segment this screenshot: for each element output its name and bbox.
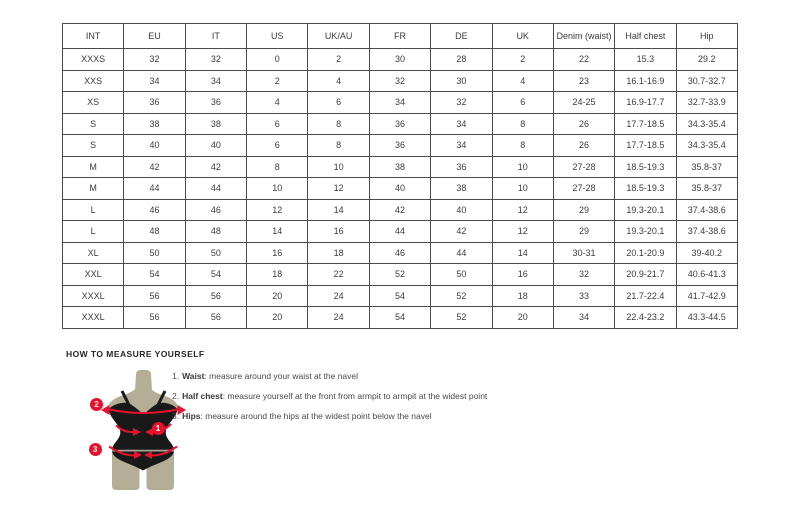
size-cell: 34 <box>369 92 430 114</box>
size-row <box>63 307 738 329</box>
size-cell: 16 <box>308 221 369 243</box>
size-cell: 20 <box>247 285 308 307</box>
size-cell: 14 <box>492 242 553 264</box>
size-cell: 18 <box>492 285 553 307</box>
size-cell: 22 <box>553 49 614 71</box>
size-cell: 50 <box>124 242 185 264</box>
size-cell: 19.3-20.1 <box>615 221 676 243</box>
size-cell: 37.4-38.6 <box>676 221 737 243</box>
size-cell: 0 <box>247 49 308 71</box>
size-cell: XXXL <box>63 285 124 307</box>
size-cell: 26 <box>553 135 614 157</box>
size-cell: 27-28 <box>553 178 614 200</box>
size-cell: 52 <box>431 285 492 307</box>
size-chart-body <box>63 49 738 329</box>
size-cell: XXXL <box>63 307 124 329</box>
size-cell: 24 <box>308 285 369 307</box>
size-cell: 44 <box>431 242 492 264</box>
size-cell: 12 <box>247 199 308 221</box>
size-cell: 35.8-37 <box>676 156 737 178</box>
size-cell: 10 <box>247 178 308 200</box>
size-cell: 17.7-18.5 <box>615 113 676 135</box>
column-header: Hip <box>676 24 737 49</box>
size-cell: 43.3-44.5 <box>676 307 737 329</box>
size-cell: 32 <box>431 92 492 114</box>
size-cell: 39-40.2 <box>676 242 737 264</box>
step-number: 2. <box>172 391 180 401</box>
size-cell: 6 <box>492 92 553 114</box>
size-cell: 29 <box>553 221 614 243</box>
size-cell: XXS <box>63 70 124 92</box>
size-cell: 40 <box>185 135 246 157</box>
step-term: Hips <box>182 411 201 421</box>
measure-step-half-chest <box>172 386 487 406</box>
size-cell: 46 <box>124 199 185 221</box>
size-cell: 36 <box>369 113 430 135</box>
size-cell: 32 <box>369 70 430 92</box>
size-cell: 36 <box>185 92 246 114</box>
size-cell: 8 <box>308 135 369 157</box>
size-cell: 4 <box>308 70 369 92</box>
size-cell: L <box>63 199 124 221</box>
size-cell: 56 <box>185 307 246 329</box>
size-cell: 30 <box>431 70 492 92</box>
size-cell: 2 <box>308 49 369 71</box>
size-cell: 40 <box>124 135 185 157</box>
size-cell: 6 <box>308 92 369 114</box>
size-cell: M <box>63 156 124 178</box>
size-cell: 4 <box>492 70 553 92</box>
size-cell: M <box>63 178 124 200</box>
size-cell: 34 <box>124 70 185 92</box>
header-row <box>63 24 738 49</box>
size-cell: 46 <box>369 242 430 264</box>
size-cell: 40 <box>369 178 430 200</box>
size-cell: 30.7-32.7 <box>676 70 737 92</box>
column-header: FR <box>369 24 430 49</box>
size-cell: 18 <box>247 264 308 286</box>
size-cell: 34 <box>185 70 246 92</box>
size-cell: 54 <box>124 264 185 286</box>
size-row <box>63 135 738 157</box>
size-cell: 22.4-23.2 <box>615 307 676 329</box>
size-cell: 14 <box>308 199 369 221</box>
step-text: : measure around your waist at the navel <box>204 371 359 381</box>
size-cell: 48 <box>124 221 185 243</box>
column-header: DE <box>431 24 492 49</box>
size-cell: 8 <box>247 156 308 178</box>
size-chart-section <box>62 23 738 329</box>
size-row <box>63 92 738 114</box>
size-cell: 34.3-35.4 <box>676 135 737 157</box>
size-row <box>63 242 738 264</box>
column-header: US <box>247 24 308 49</box>
size-cell: 8 <box>492 113 553 135</box>
size-cell: 16 <box>492 264 553 286</box>
size-cell: L <box>63 221 124 243</box>
size-cell: 20 <box>492 307 553 329</box>
measure-section-title: HOW TO MEASURE YOURSELF <box>66 349 205 359</box>
column-header: UK <box>492 24 553 49</box>
size-cell: 10 <box>492 156 553 178</box>
size-cell: 42 <box>185 156 246 178</box>
figure-badge-chest: 2 <box>90 398 103 411</box>
size-cell: 16.9-17.7 <box>615 92 676 114</box>
size-cell: 8 <box>492 135 553 157</box>
size-cell: 35.8-37 <box>676 178 737 200</box>
size-cell: 2 <box>492 49 553 71</box>
size-cell: 34 <box>553 307 614 329</box>
measure-step-hips <box>172 406 487 426</box>
size-cell: 32 <box>124 49 185 71</box>
size-cell: 20.9-21.7 <box>615 264 676 286</box>
size-cell: 22 <box>308 264 369 286</box>
size-cell: 6 <box>247 135 308 157</box>
size-cell: 50 <box>431 264 492 286</box>
step-term: Half chest <box>182 391 223 401</box>
size-cell: 29 <box>553 199 614 221</box>
column-header: Denim (waist) <box>553 24 614 49</box>
size-cell: 54 <box>369 285 430 307</box>
size-cell: 18.5-19.3 <box>615 156 676 178</box>
size-cell: 32 <box>185 49 246 71</box>
size-cell: 50 <box>185 242 246 264</box>
size-cell: 10 <box>308 156 369 178</box>
size-cell: 38 <box>369 156 430 178</box>
size-cell: 24 <box>308 307 369 329</box>
size-row <box>63 70 738 92</box>
size-cell: 36 <box>369 135 430 157</box>
size-cell: 52 <box>369 264 430 286</box>
size-cell: 29.2 <box>676 49 737 71</box>
step-text: : measure yourself at the front from armpit to armpit at the widest point <box>222 391 488 401</box>
column-header: INT <box>63 24 124 49</box>
column-header: IT <box>185 24 246 49</box>
size-cell: 42 <box>369 199 430 221</box>
size-cell: 56 <box>124 285 185 307</box>
size-cell: 20.1-20.9 <box>615 242 676 264</box>
size-cell: 38 <box>124 113 185 135</box>
size-cell: 12 <box>492 221 553 243</box>
size-cell: 4 <box>247 92 308 114</box>
size-cell: 52 <box>431 307 492 329</box>
size-cell: 42 <box>431 221 492 243</box>
step-number: 1. <box>172 371 180 381</box>
size-cell: 28 <box>431 49 492 71</box>
size-cell: 24-25 <box>553 92 614 114</box>
size-row <box>63 156 738 178</box>
size-cell: 10 <box>492 178 553 200</box>
size-row <box>63 178 738 200</box>
size-cell: S <box>63 113 124 135</box>
size-cell: 34.3-35.4 <box>676 113 737 135</box>
step-text: : measure around the hips at the widest point below the navel <box>200 411 432 421</box>
size-cell: 12 <box>308 178 369 200</box>
size-row <box>63 49 738 71</box>
figure-badge-waist: 1 <box>152 422 165 435</box>
size-cell: 15.3 <box>615 49 676 71</box>
size-cell: 21.7-22.4 <box>615 285 676 307</box>
size-cell: 18 <box>308 242 369 264</box>
size-cell: 27-28 <box>553 156 614 178</box>
size-cell: 17.7-18.5 <box>615 135 676 157</box>
size-cell: 44 <box>185 178 246 200</box>
size-cell: 44 <box>124 178 185 200</box>
size-row <box>63 199 738 221</box>
size-cell: 38 <box>185 113 246 135</box>
size-cell: 6 <box>247 113 308 135</box>
size-cell: 26 <box>553 113 614 135</box>
size-cell: 8 <box>308 113 369 135</box>
size-cell: 36 <box>124 92 185 114</box>
size-cell: 44 <box>369 221 430 243</box>
size-cell: 14 <box>247 221 308 243</box>
size-cell: 18.5-19.3 <box>615 178 676 200</box>
size-row <box>63 285 738 307</box>
size-cell: 33 <box>553 285 614 307</box>
size-cell: 40.6-41.3 <box>676 264 737 286</box>
size-cell: 32.7-33.9 <box>676 92 737 114</box>
step-number: 3. <box>172 411 180 421</box>
column-header: EU <box>124 24 185 49</box>
size-cell: 34 <box>431 113 492 135</box>
size-cell: 56 <box>185 285 246 307</box>
size-cell: 37.4-38.6 <box>676 199 737 221</box>
size-cell: 41.7-42.9 <box>676 285 737 307</box>
size-chart-header <box>63 24 738 49</box>
size-cell: XXXS <box>63 49 124 71</box>
column-header: Half chest <box>615 24 676 49</box>
size-cell: 46 <box>185 199 246 221</box>
size-cell: 16.1-16.9 <box>615 70 676 92</box>
size-cell: 23 <box>553 70 614 92</box>
size-cell: 54 <box>185 264 246 286</box>
size-cell: 40 <box>431 199 492 221</box>
size-cell: 38 <box>431 178 492 200</box>
measure-steps <box>172 366 487 426</box>
size-row <box>63 113 738 135</box>
size-chart-table <box>62 23 738 329</box>
size-cell: 48 <box>185 221 246 243</box>
size-cell: 16 <box>247 242 308 264</box>
size-cell: XS <box>63 92 124 114</box>
size-cell: 12 <box>492 199 553 221</box>
size-cell: 54 <box>369 307 430 329</box>
size-cell: XXL <box>63 264 124 286</box>
size-cell: 20 <box>247 307 308 329</box>
measure-step-waist <box>172 366 487 386</box>
size-row <box>63 221 738 243</box>
size-cell: 36 <box>431 156 492 178</box>
size-cell: 30 <box>369 49 430 71</box>
size-cell: S <box>63 135 124 157</box>
size-cell: 19.3-20.1 <box>615 199 676 221</box>
step-term: Waist <box>182 371 205 381</box>
size-row <box>63 264 738 286</box>
size-cell: XL <box>63 242 124 264</box>
size-cell: 34 <box>431 135 492 157</box>
size-cell: 30-31 <box>553 242 614 264</box>
size-cell: 56 <box>124 307 185 329</box>
size-cell: 2 <box>247 70 308 92</box>
size-cell: 42 <box>124 156 185 178</box>
figure-badge-hips: 3 <box>89 443 102 456</box>
size-cell: 32 <box>553 264 614 286</box>
column-header: UK/AU <box>308 24 369 49</box>
